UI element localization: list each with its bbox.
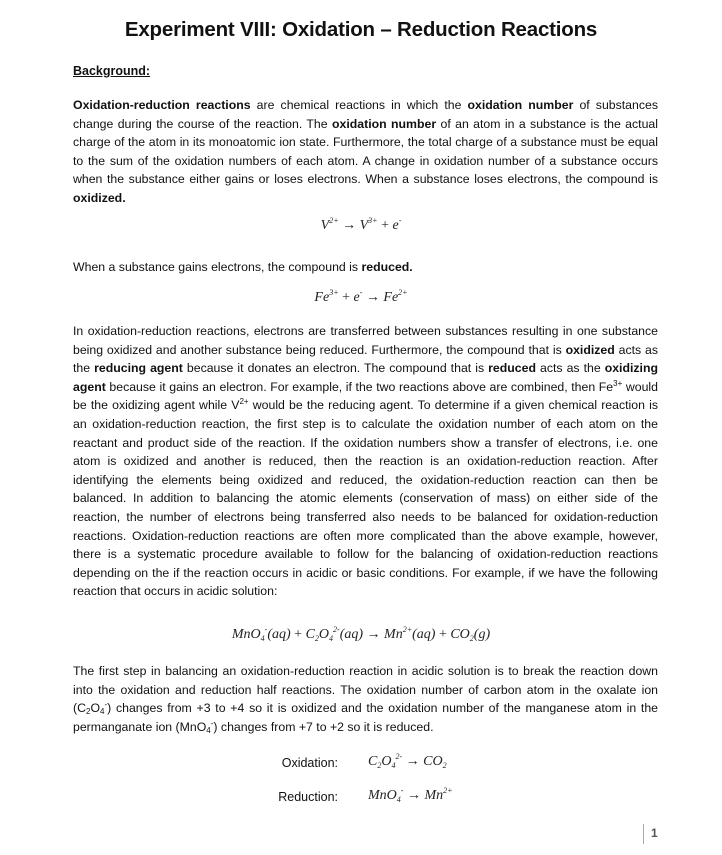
paragraph-half-reactions: The first step in balancing an oxidation-reduction reaction in acidic solution is to break the reaction down into the oxidation and reduction half reactions. The oxidation number of carbon atom in the oxalate ion $(C_2O_4^-)$ changes from +3 to +4 so it is oxidized and the oxidation number of the manganese atom in the permanganate ion (MnO$_4$-) changes from +7 to +2 so it is reduced. xyxy=(73,664,658,735)
page-number-divider xyxy=(643,824,644,844)
page-number: 1 xyxy=(651,826,658,840)
bold-term: Oxidation-reduction reactions xyxy=(73,98,251,112)
bold-term: reduced. xyxy=(361,260,413,274)
section-heading-background: Background: xyxy=(73,64,151,78)
paragraph-reduced: When a substance gains electrons, the compound is reduced. xyxy=(73,260,413,274)
document-title: Experiment VIII: Oxidation – Reduction Reactions xyxy=(124,18,598,41)
reduction-label: Reduction: xyxy=(278,790,338,804)
equation-iron-reduction: $Fe^{3+} + e^- \to Fe^{2+}$ xyxy=(314,288,408,305)
paragraph-redox-explanation: In oxidation-reduction reactions, electrons are transferred between substances resulting in one substance being oxidized and another substance being reduced. Furthermore, the compound that is oxidized acts as the reducing agent because it donates an electron. The compound that is reduced acts as the oxidizing agent because it gains an electron. For example, if the two reactions above are combined, then $Fe^{3+}$ would be the oxidizing agent while $V^{2+}$ would be the reducing agent. To determine if a given chemical reaction is an oxidation-reduction reaction, the first step is to calculate the oxidation number of each atom on the reactant and product side of the reaction. If the oxidation numbers show a transfer of electrons, i.e. one atom is oxidized and another is reduced, then the reaction is an oxidation-reduction reaction. After identifying the elements being oxidized and reduced, the oxidation-reduction reaction can then be balanced. In addition to balancing the atomic elements (conservation of mass) on either side of the reaction, the number of electrons being transferred also needs to be balanced for oxidation-reduction reactions. Oxidation-reduction reactions are often more complicated than the above example, however, there is a systematic procedure available to follow for the balancing of oxidation-reduction reactions depending on the if the reaction occurs in acidic or basic conditions. For example, if we have the following reaction that occurs in acidic solution: xyxy=(73,324,659,599)
equation-vanadium-oxidation: $V^{2+} \to V^{3+} + e^-$ xyxy=(320,216,402,233)
equation-permanganate-oxalate: $MnO_4^-(aq) + C_2O_4^{2-}(aq) \to Mn^{2+}(aq) + CO_2(g)$ xyxy=(231,625,491,643)
oxidation-label: Oxidation: xyxy=(281,756,338,770)
bold-term: oxidized. xyxy=(73,190,126,205)
bold-term: reduced xyxy=(488,361,536,376)
reduction-equation: $MnO_4^- \to Mn^{2+}$ xyxy=(368,786,453,804)
bold-term: reducing agent xyxy=(94,361,183,376)
oxidation-equation: $C_2O_4^{2-} \to CO_2$ xyxy=(368,752,447,770)
bold-term: oxidation number xyxy=(332,116,437,131)
bold-term: oxidation number xyxy=(467,98,574,112)
bold-term: oxidizing agent xyxy=(73,361,658,394)
paragraph-definition: Oxidation-reduction reactions are chemical reactions in which the oxidation number of substances change during the course of the reaction. The oxidation number of an atom in a substance is the actual charge of the atom in its monoatomic ion state. Furthermore, the total charge of a substance must be equal to the sum of the oxidation numbers of each atom. A change in oxidation number of a substance occurs when the substance either gains or loses electrons. When a substance loses electrons, the compound is oxidized. xyxy=(73,98,659,205)
bold-term: oxidized xyxy=(565,342,615,357)
